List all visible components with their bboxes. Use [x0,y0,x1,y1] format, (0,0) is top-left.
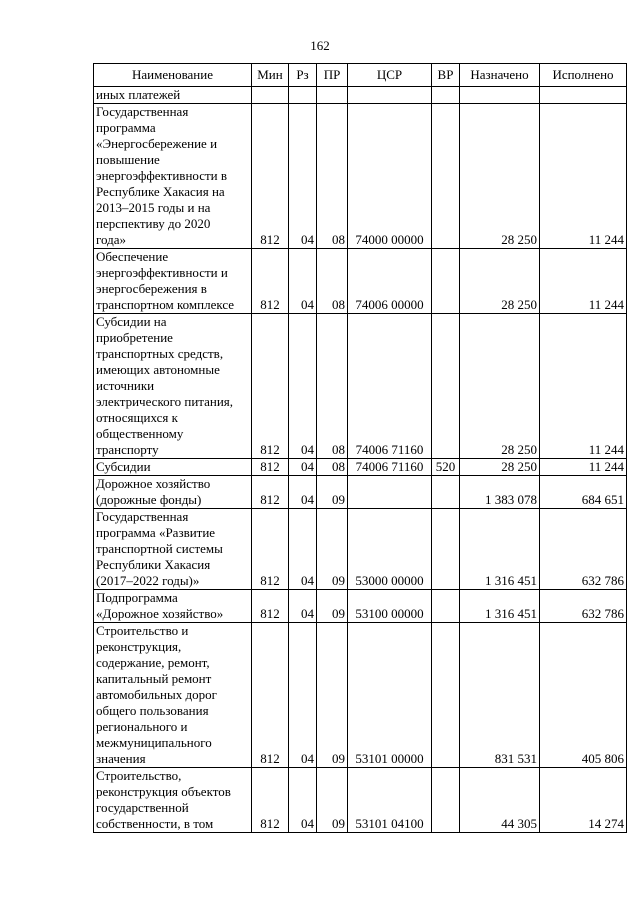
cell-name: Субсидии на приобретение транспортных средств, имеющих автономные источники электрического питания, относящихся к общественному транспорту [94,314,252,459]
cell-executed: 632 786 [540,590,627,623]
cell-name: Обеспечение энергоэффективности и энергосбережения в транспортном комплексе [94,249,252,314]
cell-pr: 09 [317,476,348,509]
table-header-row [94,64,627,87]
cell-rz: 04 [289,590,317,623]
cell-min [252,87,289,104]
cell-name: Субсидии [94,459,252,476]
cell-min: 812 [252,623,289,768]
cell-name: Подпрограмма «Дорожное хозяйство» [94,590,252,623]
table-row [94,623,627,768]
page-number: 162 [310,38,330,53]
cell-vr [432,509,460,590]
cell-assigned: 831 531 [460,623,540,768]
cell-pr: 09 [317,590,348,623]
cell-executed: 11 244 [540,249,627,314]
cell-min: 812 [252,476,289,509]
cell-min: 812 [252,459,289,476]
cell-assigned [460,87,540,104]
cell-vr [432,104,460,249]
table-row [94,249,627,314]
cell-executed: 11 244 [540,104,627,249]
cell-vr [432,87,460,104]
cell-name: Государственная программа «Развитие транспортной системы Республики Хакасия (2017–2022 годы)» [94,509,252,590]
cell-pr: 09 [317,509,348,590]
cell-rz: 04 [289,459,317,476]
cell-min: 812 [252,249,289,314]
cell-executed: 14 274 [540,768,627,833]
cell-assigned: 1 383 078 [460,476,540,509]
cell-min: 812 [252,314,289,459]
table-row [94,509,627,590]
budget-table [93,63,627,833]
cell-pr: 09 [317,623,348,768]
cell-pr: 08 [317,104,348,249]
header-executed: Исполнено [540,64,627,87]
cell-assigned: 44 305 [460,768,540,833]
cell-assigned: 28 250 [460,104,540,249]
cell-csr [348,87,432,104]
cell-vr [432,768,460,833]
cell-rz: 04 [289,476,317,509]
cell-rz: 04 [289,249,317,314]
cell-min: 812 [252,590,289,623]
cell-executed: 632 786 [540,509,627,590]
cell-pr: 08 [317,249,348,314]
cell-csr: 53101 00000 [348,623,432,768]
cell-csr: 53000 00000 [348,509,432,590]
cell-pr: 08 [317,314,348,459]
cell-name: иных платежей [94,87,252,104]
table-row [94,590,627,623]
table-row [94,476,627,509]
header-min: Мин [252,64,289,87]
cell-pr: 08 [317,459,348,476]
cell-rz: 04 [289,623,317,768]
table-row [94,768,627,833]
cell-vr: 520 [432,459,460,476]
table-body [94,87,627,833]
cell-executed: 684 651 [540,476,627,509]
cell-assigned: 1 316 451 [460,590,540,623]
table-row [94,314,627,459]
cell-assigned: 28 250 [460,459,540,476]
table-row [94,459,627,476]
table-row [94,104,627,249]
cell-rz: 04 [289,314,317,459]
cell-assigned: 28 250 [460,314,540,459]
header-csr: ЦСР [348,64,432,87]
header-vr: ВР [432,64,460,87]
cell-vr [432,249,460,314]
cell-csr: 53100 00000 [348,590,432,623]
cell-name: Строительство, реконструкция объектов государственной собственности, в том [94,768,252,833]
header-name: Наименование [94,64,252,87]
cell-csr: 74006 00000 [348,249,432,314]
cell-executed: 405 806 [540,623,627,768]
table-row [94,87,627,104]
cell-rz: 04 [289,768,317,833]
cell-min: 812 [252,509,289,590]
cell-name: Дорожное хозяйство (дорожные фонды) [94,476,252,509]
cell-assigned: 28 250 [460,249,540,314]
cell-executed: 11 244 [540,459,627,476]
cell-pr [317,87,348,104]
cell-vr [432,314,460,459]
header-assigned: Назначено [460,64,540,87]
header-pr: ПР [317,64,348,87]
cell-csr: 53101 04100 [348,768,432,833]
cell-vr [432,590,460,623]
header-rz: Рз [289,64,317,87]
cell-assigned: 1 316 451 [460,509,540,590]
cell-min: 812 [252,104,289,249]
cell-executed: 11 244 [540,314,627,459]
cell-name: Строительство и реконструкция, содержание, ремонт, капитальный ремонт автомобильных дорог общего пользования регионального и межмуниципального значения [94,623,252,768]
cell-csr: 74006 71160 [348,459,432,476]
cell-min: 812 [252,768,289,833]
cell-name: Государственная программа «Энергосбережение и повышение энергоэффективности в Республике Хакасия на 2013–2015 годы и на перспективу до 2020 года» [94,104,252,249]
cell-executed [540,87,627,104]
cell-rz: 04 [289,509,317,590]
cell-rz [289,87,317,104]
cell-csr [348,476,432,509]
cell-pr: 09 [317,768,348,833]
cell-vr [432,623,460,768]
cell-vr [432,476,460,509]
cell-csr: 74006 71160 [348,314,432,459]
cell-rz: 04 [289,104,317,249]
cell-csr: 74000 00000 [348,104,432,249]
